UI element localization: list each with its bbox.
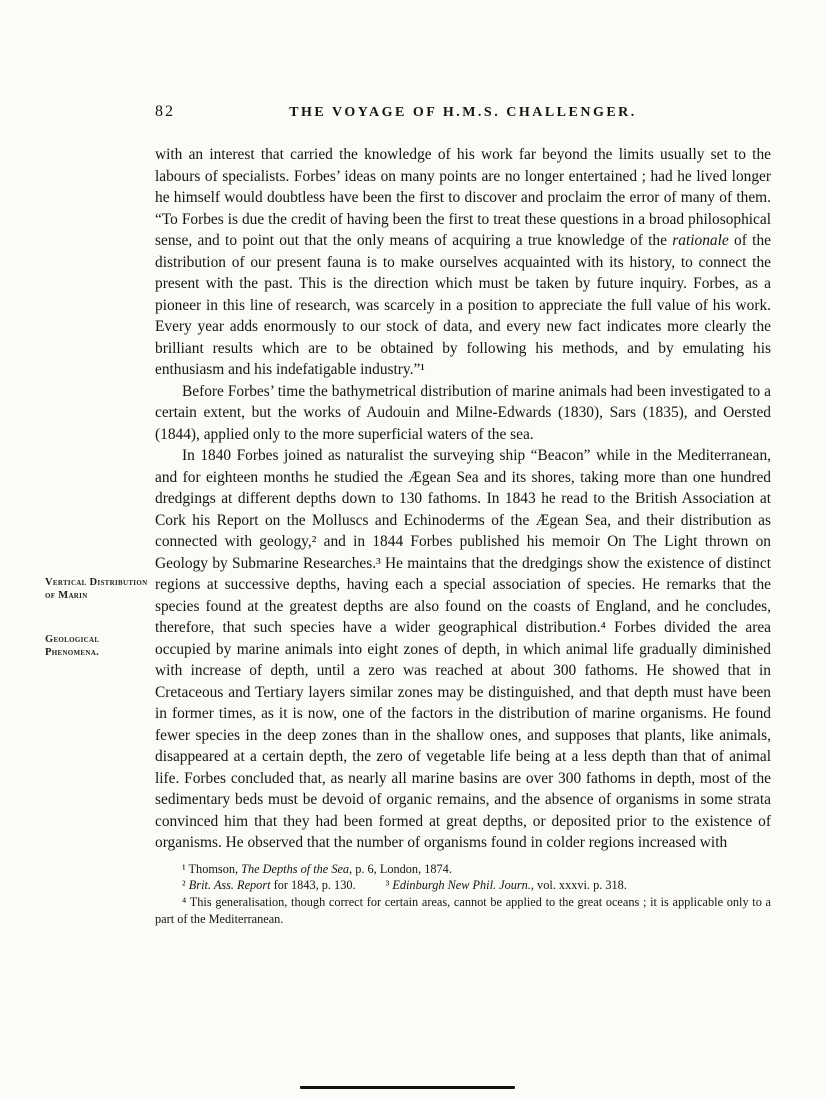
paragraph-1: with an interest that carried the knowledge of his work far beyond the limits usually set to the labours of specialists. Forbes’ ideas on many points are no longer entertained ; had he lived longer he himself would doubtless have been the first to discover and proclaim the error of many of them. “To Forbes is due the credit of having been the first to treat these questions in a broad philosophical sense, and to point out that the only means of acquiring a true knowledge of the rationale of the distribution of our present fauna is to make ourselves acquainted with its history, to connect the present with the past. This is the direction which must be taken by future inquiry. Forbes, as a pioneer in this line of research, was scarcely in a position to appreciate the full value of his work. Every year adds enormously to our stock of data, and every new fact indicates more clearly the brilliant results which are to be obtained by following his methods, and by emulating his enthusiasm and his indefatigable industry.”¹ [155, 146, 771, 378]
footnote-1: ¹ Thomson, The Depths of the Sea, p. 6, London, 1874. [182, 861, 452, 876]
scan-edge-artifact [300, 1086, 515, 1089]
footnotes [155, 861, 771, 928]
paragraph-2: Before Forbes’ time the bathymetrical distribution of marine animals had been investigated to a certain extent, but the works of Audouin and Milne-Edwards (1830), Sars (1835), and Oersted (1844), applied only to the more superficial waters of the sea. [155, 382, 771, 443]
page-number: 82 [155, 103, 175, 120]
body-text [155, 144, 771, 928]
footnote-3: ³ Edinburgh New Phil. Journ., vol. xxxvi. p. 318. [385, 878, 627, 893]
footnote-line-2 [155, 877, 771, 894]
paragraph-3: In 1840 Forbes joined as naturalist the surveying ship “Beacon” while in the Mediterranean, and for eighteen months he studied the Ægean Sea and its shores, taking more than one hundred dredgings at different depths down to 130 fathoms. In 1843 he read to the British Association at Cork his Report on the Molluscs and Echinoderms of the Ægean Sea, and their distribution as connected with geology,² and in 1844 Forbes published his memoir On The Light thrown on Geology by Submarine Researches.³ He maintains that the dredgings show the existence of distinct regions at successive depths, having each a special association of species. He remarks that the species found at the greatest depths are also found on the coasts of England, and he concludes, therefore, that such species have a wider geographical distribution.⁴ Forbes divided the area occupied by marine animals into eight zones of depth, in which animal life gradually diminished with increase of depth, until a zero was reached at about 300 fathoms. He showed that in Cretaceous and Tertiary layers similar zones may be distinguished, and that depth must have been in former times, as it is now, one of the factors in the distribution of marine organisms. He found fewer species in the deep zones than in the shallow ones, and supposes that plants, like animals, disappeared at a certain depth, the zero of vegetable life being at a less depth than that of animal life. Forbes concluded that, as nearly all marine basins are over 300 fathoms in depth, most of the sedimentary beds must be devoid of organic remains, and the absence of organisms in some strata convinced him that they had been formed at great depths, or deposited prior to the existence of organisms. He observed that the number of organisms found in colder regions increased with [155, 447, 771, 851]
running-head: THE VOYAGE OF H.M.S. CHALLENGER. [289, 105, 637, 120]
footnote-2: ² Brit. Ass. Report for 1843, p. 130. [182, 878, 356, 893]
footnote-4: ⁴ This generalisation, though correct for certain areas, cannot be applied to the great oceans ; it is applicable only to a part of the Mediterranean. [155, 895, 771, 926]
margin-note-vertical-distribution: Vertical Distribution of Marin [45, 577, 148, 601]
margin-note-geological-phenomena: Geological Phenomena. [45, 634, 100, 658]
